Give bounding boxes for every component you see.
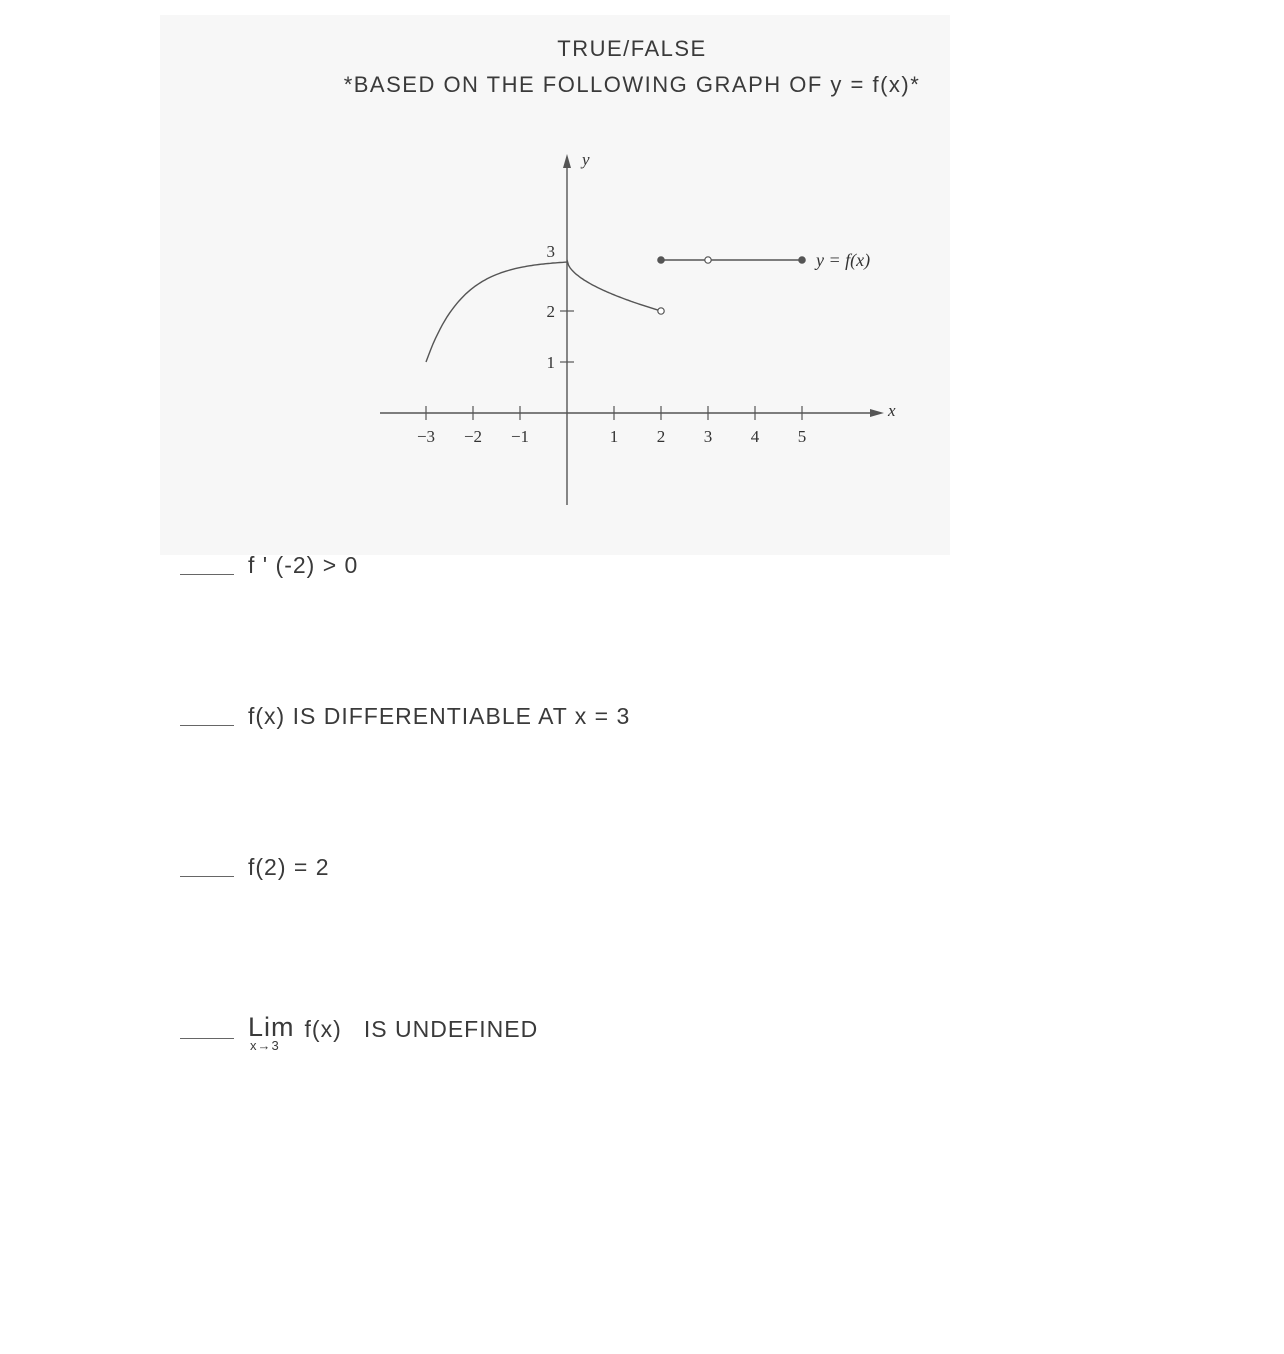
- y-tick-label: 1: [546, 353, 555, 372]
- curve-middle-piece: [567, 260, 661, 311]
- limit-subscript: x→3: [250, 1038, 280, 1053]
- x-tick-label: −2: [463, 427, 483, 446]
- x-tick-label: 2: [656, 427, 666, 446]
- answer-blank[interactable]: [180, 724, 234, 726]
- answer-blank[interactable]: [180, 573, 234, 575]
- x-axis-arrow: [870, 409, 884, 417]
- question-4: [180, 1012, 539, 1053]
- limit-notation: [248, 1012, 295, 1053]
- question-text: f(x) IS UNDEFINED: [304, 1016, 539, 1042]
- question-text: f(x) IS DIFFERENTIABLE AT x = 3: [248, 703, 631, 729]
- question-2: [180, 703, 630, 730]
- x-axis-label: x: [888, 401, 896, 420]
- open-point: [658, 308, 664, 314]
- x-tick-label: 3: [703, 427, 713, 446]
- worksheet-subtitle: *BASED ON THE FOLLOWING GRAPH OF y = f(x)*: [343, 72, 921, 97]
- open-point: [705, 257, 711, 263]
- y-tick-label: 3: [546, 242, 555, 261]
- question-3: [180, 854, 330, 881]
- x-tick-label: 5: [797, 427, 807, 446]
- function-graph: [0, 0, 1284, 560]
- limit-label: Lim: [248, 1012, 295, 1042]
- y-tick-label: 2: [546, 302, 555, 321]
- closed-point: [658, 257, 664, 263]
- curve-label: y = f(x): [816, 250, 871, 270]
- x-tick-label: −1: [510, 427, 530, 446]
- worksheet-title: TRUE/FALSE: [557, 36, 707, 61]
- question-1: [180, 552, 358, 579]
- question-text: f ' (-2) > 0: [248, 552, 359, 578]
- answer-blank[interactable]: [180, 1037, 234, 1039]
- y-axis-arrow: [563, 154, 571, 168]
- x-tick-label: 4: [750, 427, 760, 446]
- x-tick-label: 1: [609, 427, 619, 446]
- y-axis-label: y: [582, 150, 590, 169]
- closed-point: [799, 257, 805, 263]
- answer-blank[interactable]: [180, 875, 234, 877]
- x-tick-label: −3: [416, 427, 436, 446]
- question-text: f(2) = 2: [248, 854, 330, 880]
